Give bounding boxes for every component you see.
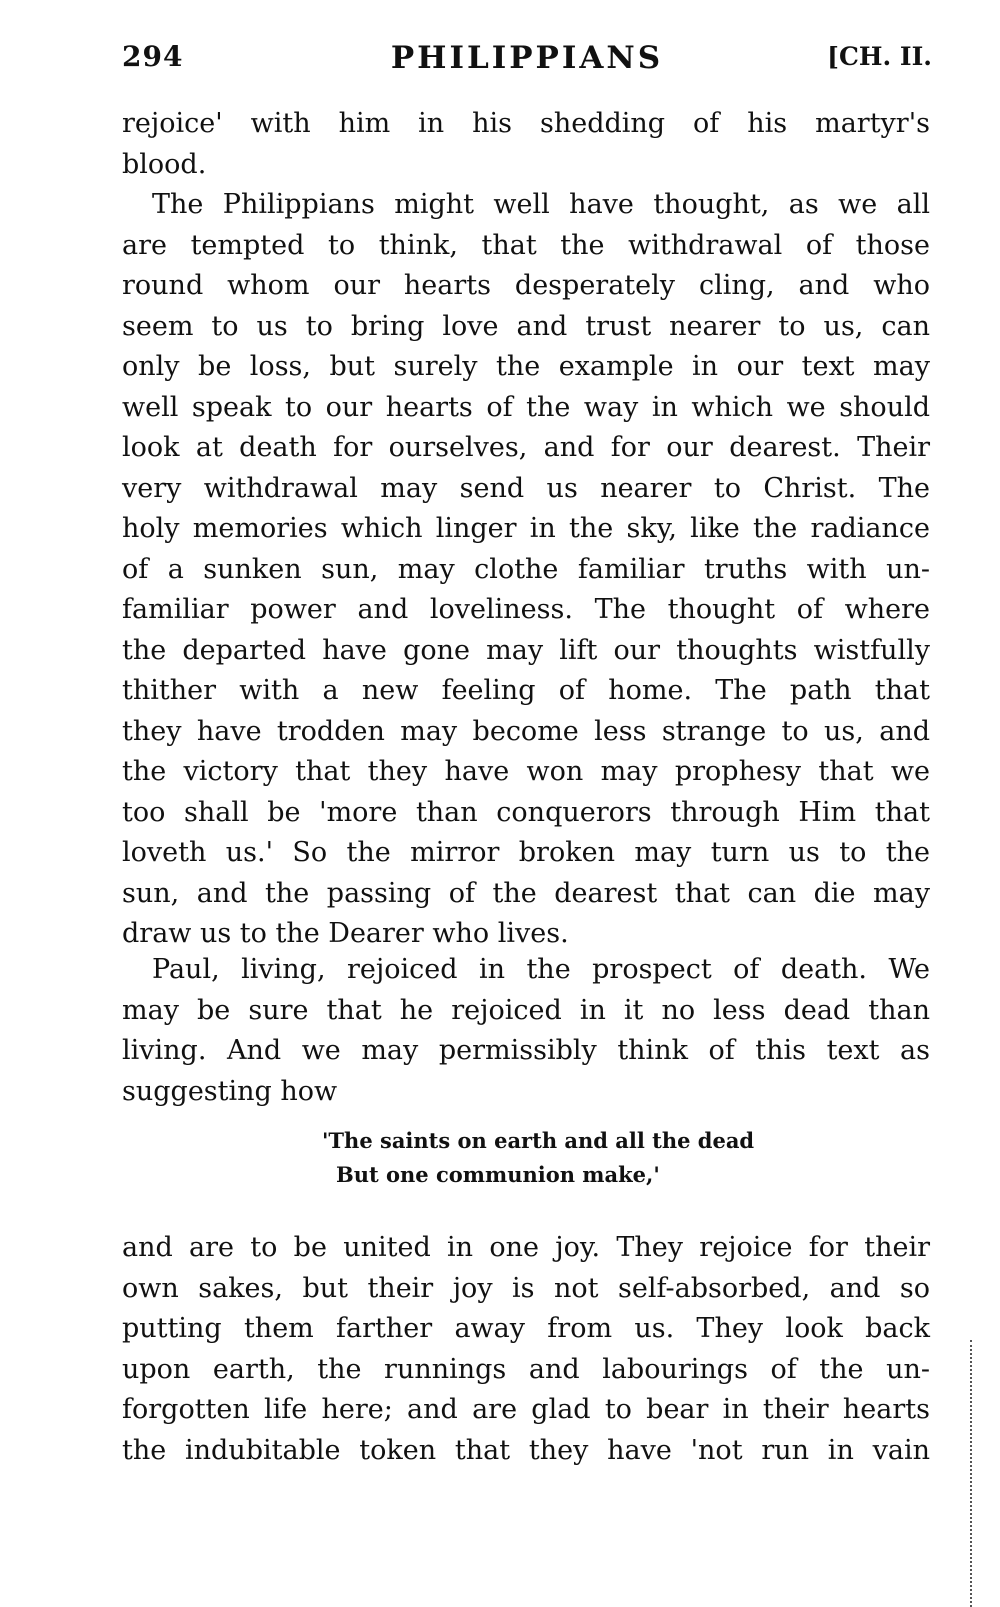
text-line: suggesting how [122,1075,338,1107]
text-line: draw us to the Dearer who lives. [122,918,569,949]
text-line: holy memories which linger in the sky, like the radiance [122,513,930,544]
text-line: own sakes, but their joy is not self-absorbed, and so [122,1272,930,1304]
page-number: 294 [122,40,184,73]
quote-line: But one communion make,' [336,1162,660,1187]
text-line: Paul, living, rejoiced in the prospect of death. We [152,954,930,985]
text-line: only be loss, but surely the example in our text may [122,351,930,382]
text-line: round whom our hearts desperately cling, and who [122,270,930,301]
text-line: they have trodden may become less strange to us, and [122,715,930,747]
page-edge-mark [970,1340,972,1607]
text-line: well speak to our hearts of the way in which we should [122,391,930,423]
text-line: rejoice' with him in his shedding of his martyr's [122,108,930,139]
text-line: look at death for ourselves, and for our dearest. Their [122,432,930,463]
running-head [122,40,932,84]
text-line: are tempted to think, that the withdrawal of those [122,229,930,261]
text-line: putting them farther away from us. They look back [122,1313,930,1344]
text-line: blood. [122,148,207,180]
paragraph-withdrawal [122,185,930,955]
text-line: loveth us.' So the mirror broken may turn us to the [122,837,930,868]
paragraph-united-joy [122,1228,930,1471]
paragraph-continuation [122,104,930,185]
text-line: thither with a new feeling of home. The path that [122,675,930,706]
text-line: familiar power and loveliness. The thought of where [122,594,930,625]
paragraph-paul-rejoiced [122,950,930,1112]
text-line: forgotten life here; and are glad to bear in their hearts [122,1394,930,1425]
text-line: The Philippians might well have thought, as we all [152,189,930,220]
verse-quotation [322,1124,822,1192]
book-title: PHILIPPIANS [390,40,664,76]
text-line: the departed have gone may lift our thoughts wistfully [122,634,930,666]
text-line: the indubitable token that they have 'not run in vain [122,1434,930,1466]
text-line: very withdrawal may send us nearer to Christ. The [122,472,930,504]
text-line: may be sure that he rejoiced in it no less dead than [122,994,930,1026]
text-line: of a sunken sun, may clothe familiar truths with un- [122,553,930,585]
text-line: upon earth, the runnings and labourings of the un- [122,1353,930,1385]
quote-line: 'The saints on earth and all the dead [322,1128,755,1153]
text-line: the victory that they have won may prophesy that we [122,756,930,787]
text-line: and are to be united in one joy. They rejoice for their [122,1232,930,1263]
chapter-marker: [CH. II. [827,42,932,71]
text-line: too shall be 'more than conquerors through Him that [122,796,930,828]
text-line: living. And we may permissibly think of this text as [122,1035,930,1066]
text-line: seem to us to bring love and trust nearer to us, can [122,310,930,342]
text-line: sun, and the passing of the dearest that can die may [122,877,930,909]
